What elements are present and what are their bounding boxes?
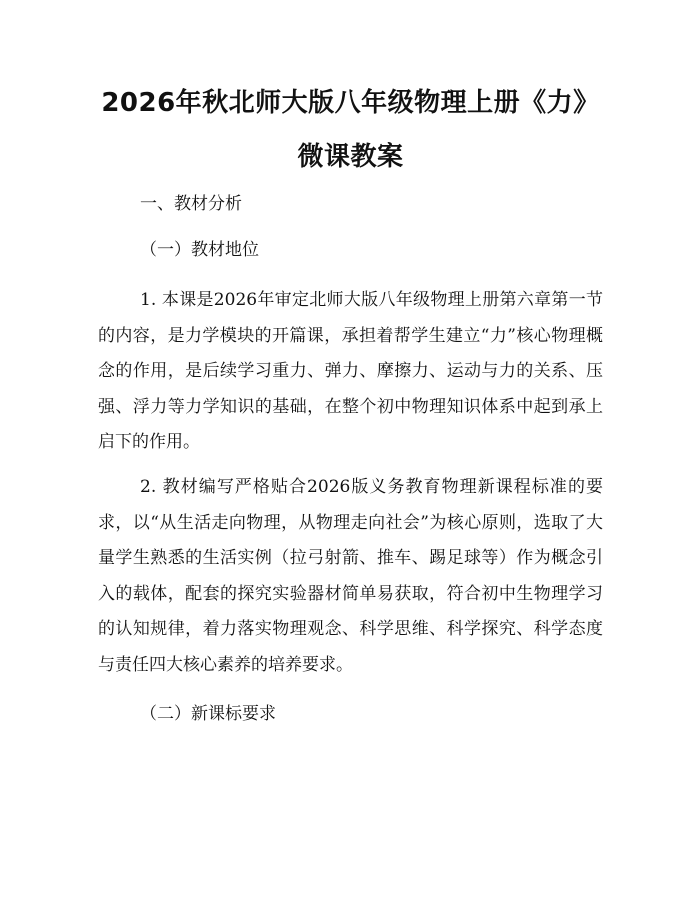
paragraph-1: 1. 本课是2026年审定北师大版八年级物理上册第六章第一节的内容，是力学模块的开篇课，承担着帮学生建立“力”核心物理概念的作用，是后续学习重力、弹力、摩擦力、运动与力的关系、压强、浮力等力学知识的基础，在整个初中物理知识体系中起到承上启下的作用。 xyxy=(98,290,603,452)
section-heading-textbook-analysis: 一、教材分析 xyxy=(140,194,242,214)
subsection-heading-textbook-position: （一）教材地位 xyxy=(140,240,259,260)
document-title: 2026年秋北师大版八年级物理上册《力》微课教案 xyxy=(101,88,600,172)
subsection-heading-curriculum-standard: （二）新课标要求 xyxy=(140,704,276,724)
paragraph-2: 2. 教材编写严格贴合2026版义务教育物理新课程标准的要求，以“从生活走向物理，从物理走向社会”为核心原则，选取了大量学生熟悉的生活实例（拉弓射箭、推车、踢足球等）作为概念引入的载体，配套的探究实验器材简单易获取，符合初中生物理学习的认知规律，着力落实物理观念、科学思维、科学探究、科学态度与责任四大核心素养的培养要求。 xyxy=(98,477,603,675)
